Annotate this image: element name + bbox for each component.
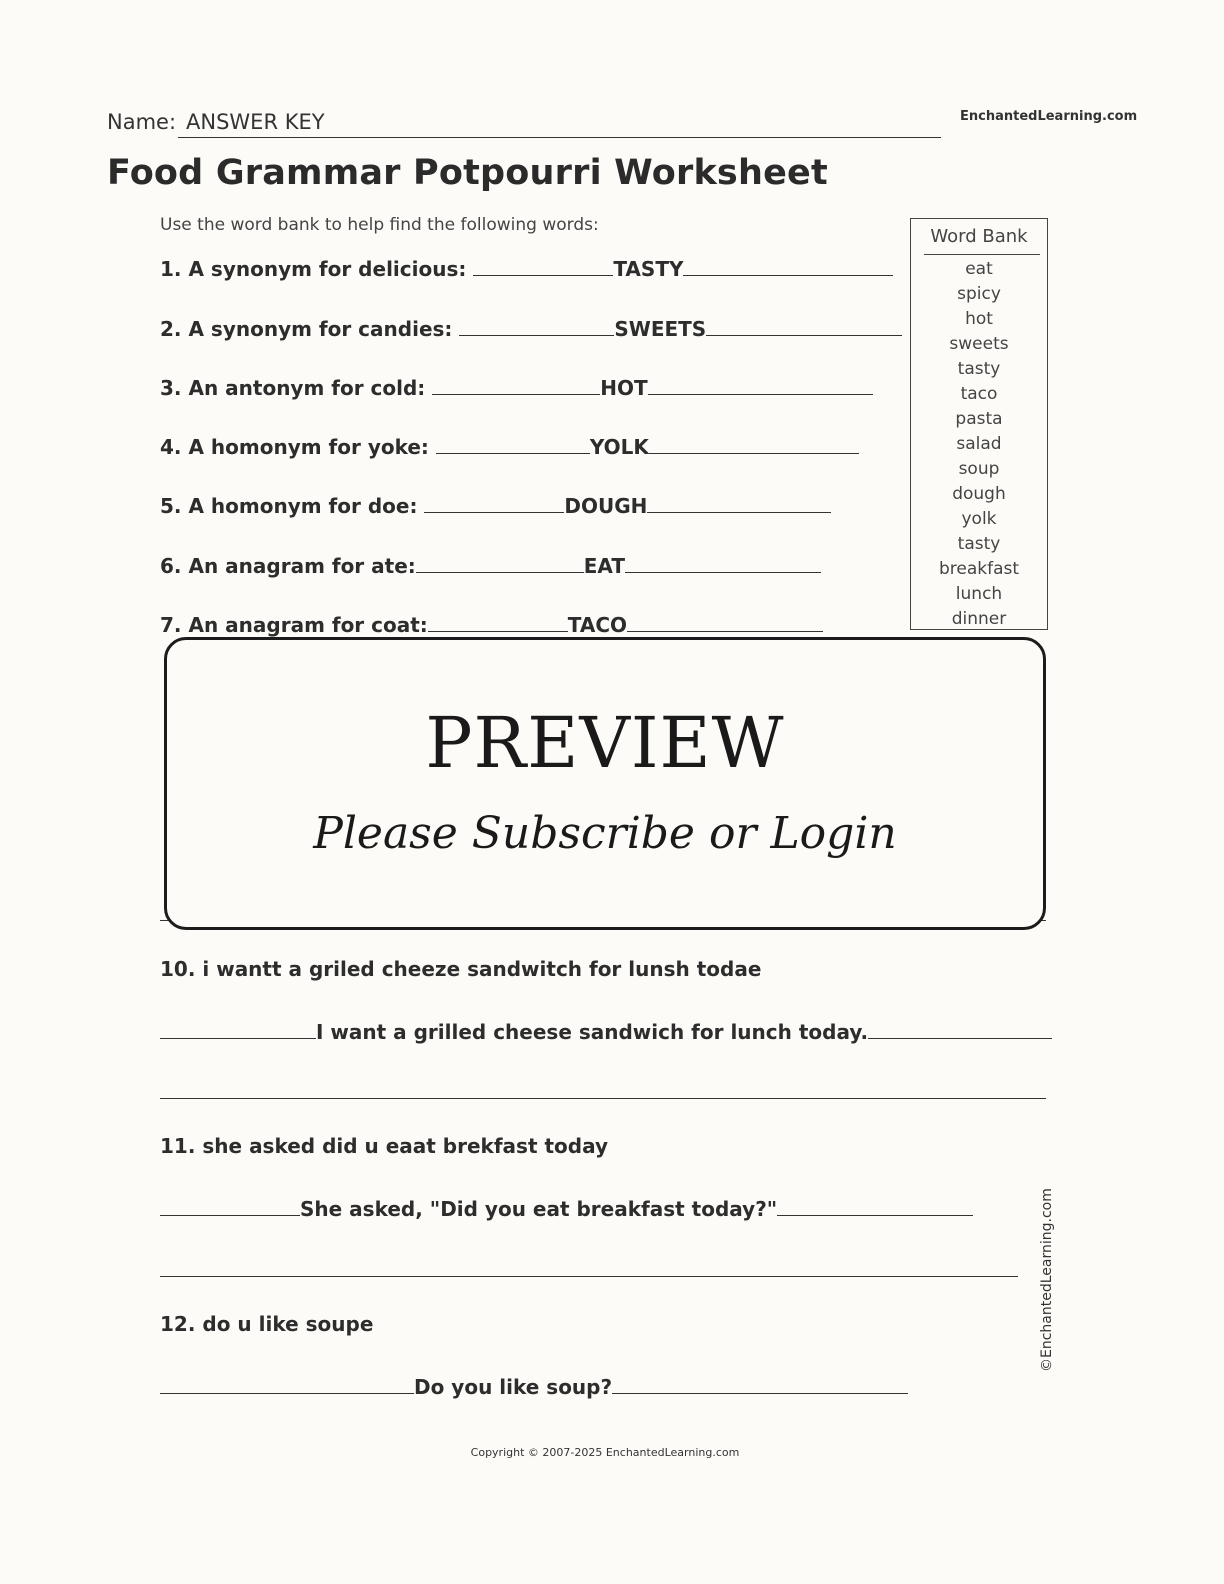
answer-blank-right xyxy=(777,1193,973,1216)
instruction-text: Use the word bank to help find the following words: xyxy=(160,215,599,235)
question-prompt: 5. A homonym for doe: xyxy=(160,494,425,518)
question-row xyxy=(160,431,859,459)
word-bank-item: spicy xyxy=(957,284,1001,304)
subscribe-login-prompt[interactable]: Please Subscribe or Login xyxy=(313,808,897,859)
question-prompt: 1. A synonym for delicious: xyxy=(160,257,474,281)
name-underline xyxy=(178,137,941,138)
question-row xyxy=(160,313,902,341)
correction-prompt: 10. i wantt a griled cheeze sandwitch for lunsh todae xyxy=(160,957,762,981)
correction-answer-row xyxy=(160,1016,1052,1044)
question-answer: DOUGH xyxy=(564,494,648,518)
answer-blank-right xyxy=(648,372,873,395)
answer-blank-left xyxy=(160,1371,414,1394)
answer-blank-right xyxy=(683,253,893,276)
word-bank-item: eat xyxy=(965,259,993,279)
word-bank-item: breakfast xyxy=(938,559,1020,579)
answer-blank-right xyxy=(706,313,902,336)
word-bank-item: tasty xyxy=(957,359,1001,379)
word-bank-item: dinner xyxy=(951,609,1007,629)
question-answer: SWEETS xyxy=(614,317,707,341)
answer-blank-left xyxy=(432,372,600,395)
question-prompt: 6. An anagram for ate: xyxy=(160,554,416,578)
word-bank-item: lunch xyxy=(955,584,1003,604)
answer-blank-right xyxy=(868,1016,1052,1039)
answer-blank-left xyxy=(160,1193,300,1216)
answer-blank-left xyxy=(424,490,564,513)
word-bank-item: sweets xyxy=(949,334,1009,354)
word-bank-item: yolk xyxy=(961,509,997,529)
answer-blank-left xyxy=(160,1016,316,1039)
word-bank-divider xyxy=(924,254,1040,255)
question-row xyxy=(160,490,831,518)
answer-blank-right xyxy=(649,431,859,454)
preview-title: PREVIEW xyxy=(425,702,785,784)
answer-blank-left xyxy=(416,550,584,573)
preview-overlay[interactable] xyxy=(164,637,1046,930)
word-bank-item: soup xyxy=(958,459,1000,479)
footer-copyright: Copyright © 2007-2025 EnchantedLearning.com xyxy=(470,1446,740,1459)
answer-blank-right xyxy=(647,490,831,513)
word-bank-item: hot xyxy=(965,309,993,329)
answer-blank-right xyxy=(612,1371,908,1394)
word-bank-list xyxy=(911,257,1047,632)
page-title: Food Grammar Potpourri Worksheet xyxy=(107,153,828,193)
answer-blank-left xyxy=(473,253,613,276)
correction-prompt: 12. do u like soupe xyxy=(160,1312,374,1336)
correction-prompt: 11. she asked did u eaat brekfast today xyxy=(160,1134,609,1158)
word-bank-title: Word Bank xyxy=(930,226,1028,247)
question-answer: TACO xyxy=(567,613,628,637)
word-bank-item: dough xyxy=(952,484,1006,504)
question-prompt: 3. An antonym for cold: xyxy=(160,376,433,400)
word-bank xyxy=(910,218,1048,630)
correction-answer-row xyxy=(160,1193,973,1221)
question-row xyxy=(160,550,821,578)
question-answer: YOLK xyxy=(589,435,649,459)
question-row xyxy=(160,372,873,400)
name-label: Name: xyxy=(107,110,177,134)
question-answer: EAT xyxy=(583,554,625,578)
word-bank-item: pasta xyxy=(955,409,1003,429)
answer-blank-right xyxy=(627,609,823,632)
answer-blank-right xyxy=(625,550,821,573)
question-row xyxy=(160,609,823,637)
answer-blank-left xyxy=(428,609,568,632)
correction-answer-row xyxy=(160,1371,908,1399)
name-value: ANSWER KEY xyxy=(186,110,325,134)
correction-answer: She asked, "Did you eat breakfast today?" xyxy=(300,1197,778,1221)
word-bank-item: salad xyxy=(956,434,1002,454)
word-bank-item: taco xyxy=(960,384,998,404)
question-prompt: 4. A homonym for yoke: xyxy=(160,435,436,459)
question-answer: HOT xyxy=(600,376,648,400)
answer-line xyxy=(160,1098,1046,1099)
answer-line xyxy=(160,1276,1018,1277)
vertical-copyright: ©EnchantedLearning.com xyxy=(1039,1188,1055,1372)
site-logo-text: EnchantedLearning.com xyxy=(960,109,1138,124)
correction-answer: Do you like soup? xyxy=(414,1375,613,1399)
answer-blank-left xyxy=(459,313,614,336)
word-bank-item: tasty xyxy=(957,534,1001,554)
question-answer: TASTY xyxy=(613,257,684,281)
question-prompt: 2. A synonym for candies: xyxy=(160,317,460,341)
question-prompt: 7. An anagram for coat: xyxy=(160,613,428,637)
correction-answer: I want a grilled cheese sandwich for lunch today. xyxy=(316,1020,869,1044)
answer-blank-left xyxy=(436,431,590,454)
question-row xyxy=(160,253,893,281)
